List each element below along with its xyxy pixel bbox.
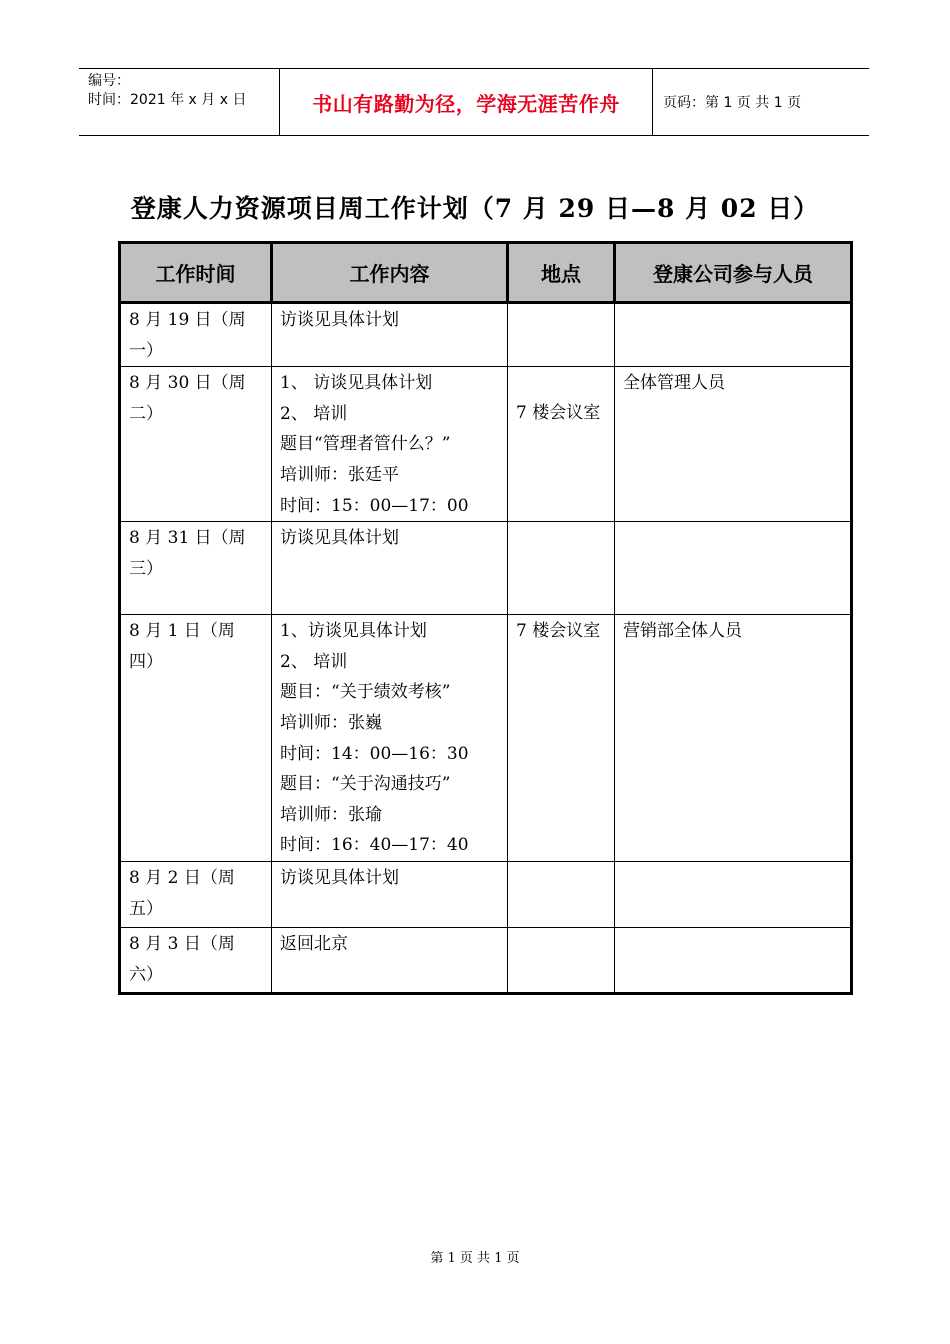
content-line: 时间：14：00—16：30 [280, 743, 469, 764]
content-line: 培训师：张巍 [280, 712, 382, 733]
table-row [120, 927, 852, 993]
content-line: 1、 访谈见具体计划 [280, 373, 433, 394]
work-plan-table [118, 241, 853, 995]
header-work-content: 工作内容 [272, 243, 508, 303]
cell-content [272, 367, 508, 522]
number-label: 编号： [88, 73, 130, 89]
page-header [79, 68, 869, 136]
content-line: 2、 培训 [280, 651, 348, 672]
cell-location [508, 303, 615, 367]
page-footer: 第 1 页 共 1 页 [430, 1251, 520, 1266]
participants-text: 营销部全体人员 [623, 621, 742, 642]
date-line: 8 月 30 日（周 [129, 373, 246, 394]
date-line: 8 月 1 日（周 [129, 621, 235, 642]
date-line: 8 月 2 日（周 [129, 867, 235, 888]
content-line: 1、访谈见具体计划 [280, 621, 427, 642]
cell-participants [615, 522, 852, 615]
cell-date [120, 303, 272, 367]
date-line: 8 月 19 日（周 [129, 310, 246, 330]
cell-content [272, 861, 508, 927]
date-line: 六） [129, 964, 163, 985]
cell-content [272, 615, 508, 862]
table-row [120, 615, 852, 862]
date-line: 二） [129, 403, 163, 424]
header-location: 地点 [508, 243, 615, 303]
cell-date [120, 927, 272, 993]
cell-participants [615, 303, 852, 367]
cell-location [508, 861, 615, 927]
cell-participants [615, 367, 852, 522]
time-label: 时间：2021 年 x 月 x 日 [88, 92, 247, 108]
table-header-row [120, 243, 852, 303]
cell-participants [615, 615, 852, 862]
content-line: 访谈见具体计划 [280, 867, 399, 888]
cell-participants [615, 861, 852, 927]
date-line: 四） [129, 651, 163, 672]
date-line: 8 月 31 日（周 [129, 528, 246, 549]
content-line: 题目：“关于沟通技巧” [280, 774, 451, 795]
cell-content [272, 927, 508, 993]
location-text: 7 楼会议室 [516, 403, 601, 424]
content-line: 访谈见具体计划 [280, 528, 399, 549]
content-line: 访谈见具体计划 [280, 310, 399, 330]
cell-location [508, 522, 615, 615]
cell-date [120, 367, 272, 522]
header-meta [79, 69, 280, 135]
cell-content [272, 303, 508, 367]
content-line: 培训师：张廷平 [280, 464, 399, 485]
table-row [120, 367, 852, 522]
cell-location [508, 367, 615, 522]
content-line: 2、 培训 [280, 403, 348, 424]
content-line: 题目：“关于绩效考核” [280, 682, 451, 703]
cell-date [120, 861, 272, 927]
content-line: 返回北京 [280, 933, 348, 954]
content-line: 时间：16：40—17：40 [280, 835, 469, 856]
cell-participants [615, 927, 852, 993]
cell-date [120, 522, 272, 615]
date-line: 8 月 3 日（周 [129, 933, 235, 954]
document-title: 登康人力资源项目周工作计划（7 月 29 日—8 月 02 日） [130, 194, 820, 223]
header-work-time: 工作时间 [120, 243, 272, 303]
content-line: 时间：15：00—17：00 [280, 495, 469, 516]
cell-location [508, 927, 615, 993]
header-participants: 登康公司参与人员 [615, 243, 852, 303]
header-motto: 书山有路勤为径，学海无涯苦作舟 [280, 69, 653, 135]
table-row [120, 303, 852, 367]
table-row [120, 522, 852, 615]
header-page-info: 页码：第 1 页 共 1 页 [663, 95, 802, 111]
location-text: 7 楼会议室 [516, 621, 601, 642]
content-line: 培训师：张瑜 [280, 804, 382, 825]
cell-location [508, 615, 615, 862]
date-line: 五） [129, 898, 163, 919]
participants-text: 全体管理人员 [623, 373, 725, 394]
content-line: 题目“管理者管什么？” [280, 434, 451, 455]
date-line: 一） [129, 340, 163, 361]
cell-content [272, 522, 508, 615]
cell-date [120, 615, 272, 862]
date-line: 三） [129, 558, 163, 579]
table-row [120, 861, 852, 927]
